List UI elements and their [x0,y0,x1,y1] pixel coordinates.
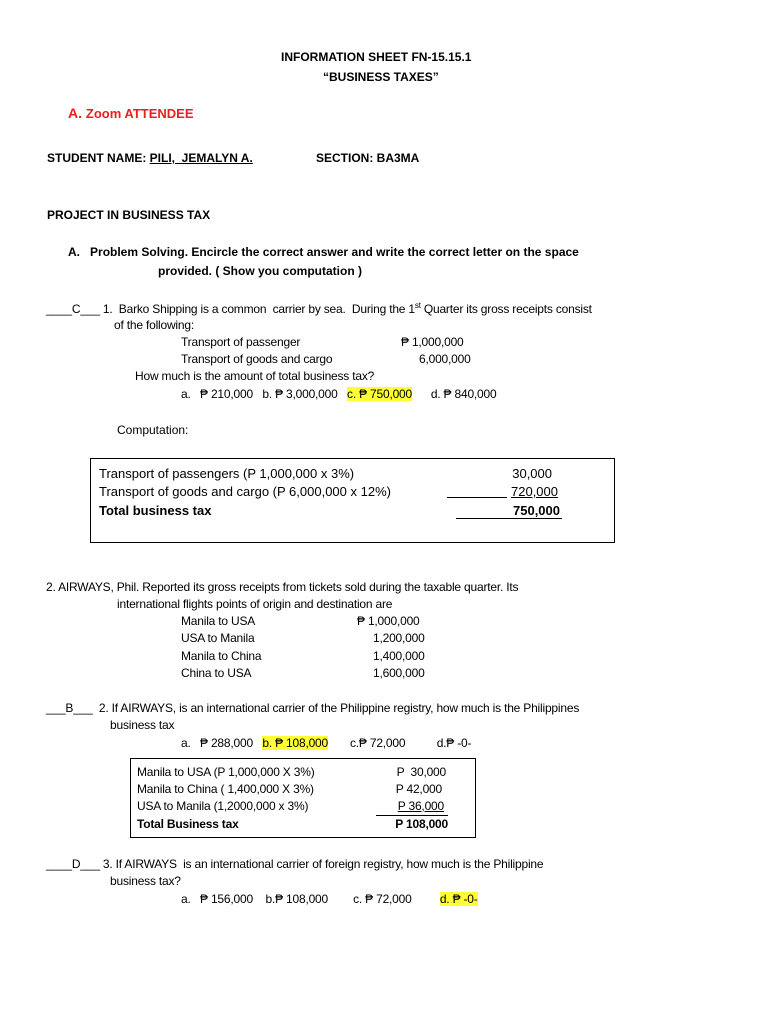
q1-total-rule [456,518,562,519]
q2-intro-line2: international flights points of origin and destination are [117,597,393,611]
q1-comp-total-label: Total business tax [99,503,212,518]
document-title: INFORMATION SHEET FN-15.15.1 [281,50,472,64]
q2-stem-line1 [46,701,579,715]
attendee-text: Zoom ATTENDEE [85,106,194,121]
computation-label: Computation: [117,423,189,437]
route-amount: 1,400,000 [373,649,425,663]
q1-choice-a-letter: a. [181,387,191,401]
q1-comp-label: Transport of goods and cargo (P 6,000,000 x 12%) [99,484,391,499]
instructions-text: Problem Solving. Encircle the correct answer and write the correct letter on the space [90,245,579,259]
q2-stem-line2: business tax [110,718,175,732]
q2-text: 2. If AIRWAYS, is an international carrier of the Philippine registry, how much is the Philippines [92,701,580,715]
q1-comp-amount: 720,000 [511,484,558,499]
q1-item-amount: ₱ 1,000,000 [401,335,464,349]
q2-answer: B [65,701,74,715]
project-title: PROJECT IN BUSINESS TAX [47,208,211,222]
q1-sum-rule [447,497,507,498]
q2-intro-line1: 2. AIRWAYS, Phil. Reported its gross receipts from tickets sold during the taxable quarter. Its [46,580,519,594]
q3-choice-d-highlighted: d. ₱ -0- [439,892,478,906]
q1-choices [181,387,496,401]
route-label: Manila to USA [181,614,256,628]
q1-comp-total-amount: 750,000 [513,503,560,518]
route-amount: 1,600,000 [373,666,425,680]
route-label: USA to Manila [181,631,255,645]
q1-choice-d: d. ₱ 840,000 [430,387,497,401]
q3-choices [181,892,478,906]
q3-text: 3. If AIRWAYS is an international carrier of foreign registry, how much is the Philippine [99,857,544,871]
q2-comp-label: USA to Manila (1,2000,000 x 3%) [137,799,309,813]
q3-choice-c: c. ₱ 72,000 [353,892,412,906]
q2-choice-b-highlighted: b. ₱ 108,000 [262,736,329,750]
attendee-label [68,105,194,121]
q3-blank: ____ [46,857,72,871]
section-label: SECTION: BA3MA [316,151,420,165]
q1-comp-amount: 30,000 [512,466,552,481]
q1-choice-c-highlighted: c. ₱ 750,000 [347,387,412,401]
q2-comp-amount: P 36,000 [397,799,444,813]
q1-stem-line2: of the following: [114,318,194,332]
q1-comp-label: Transport of passengers (P 1,000,000 x 3%) [99,466,355,481]
q3-answer: D [71,857,81,871]
q2-comp-label: Manila to USA (P 1,000,000 X 3%) [137,765,315,779]
q1-stem-line1 [46,301,592,316]
q3-choice-a-letter: a. [181,892,191,906]
attendee-letter: A. [68,105,82,121]
route-amount: 1,200,000 [373,631,425,645]
q2-total-rule [376,815,448,816]
q2-comp-label: Manila to China ( 1,400,000 X 3%) [137,782,314,796]
instructions-line1 [68,245,579,259]
student-name-row [47,151,280,165]
route-amount: ₱ 1,000,000 [357,614,420,628]
q2-comp-amount: P 42,000 [395,782,442,796]
q3-stem-line1 [46,857,543,871]
instructions-line2: provided. ( Show you computation ) [158,264,362,278]
q3-blank-end: ___ [80,857,100,871]
q2-comp-total-label: Total Business tax [137,817,239,831]
q1-item-label: Transport of passenger [181,335,301,349]
q1-answer: C [71,302,81,316]
q2-choice-a-letter: a. [181,736,191,750]
q2-comp-total-amount: P 108,000 [395,817,448,831]
q1-choice-a: ₱ 210,000 [200,387,253,401]
q2-choice-c: c.₱ 72,000 [349,736,406,750]
q2-choices [181,736,471,750]
q2-comp-amount: P 30,000 [396,765,446,779]
q1-item-amount: 6,000,000 [419,352,471,366]
q2-blank: ___ [46,701,66,715]
route-label: China to USA [181,666,252,680]
q1-question: How much is the amount of total business tax? [135,369,375,383]
route-label: Manila to China [181,649,262,663]
q3-stem-line2: business tax? [110,874,181,888]
student-name-label: STUDENT NAME: [47,151,147,165]
document-subtitle: “BUSINESS TAXES” [323,70,439,84]
q1-blank-end: ___ [80,302,100,316]
q3-choice-a: ₱ 156,000 [200,892,253,906]
q1-choice-b: b. ₱ 3,000,000 [262,387,338,401]
q3-choice-b: b.₱ 108,000 [265,892,329,906]
q1-text: 1. Barko Shipping is a common carrier by sea. During the 1 [99,302,415,316]
instructions-letter: A. [68,245,80,259]
q1-superscript: st [414,301,421,310]
q1-blank: ____ [46,302,72,316]
q2-choice-d: d.₱ -0- [436,736,472,750]
q1-text-continued: Quarter its gross receipts consist [420,302,592,316]
q2-choice-a: ₱ 288,000 [200,736,253,750]
student-name-value: PILI, JEMALYN A. [149,151,253,165]
q2-blank-end: ___ [73,701,93,715]
q1-item-label: Transport of goods and cargo [181,352,333,366]
